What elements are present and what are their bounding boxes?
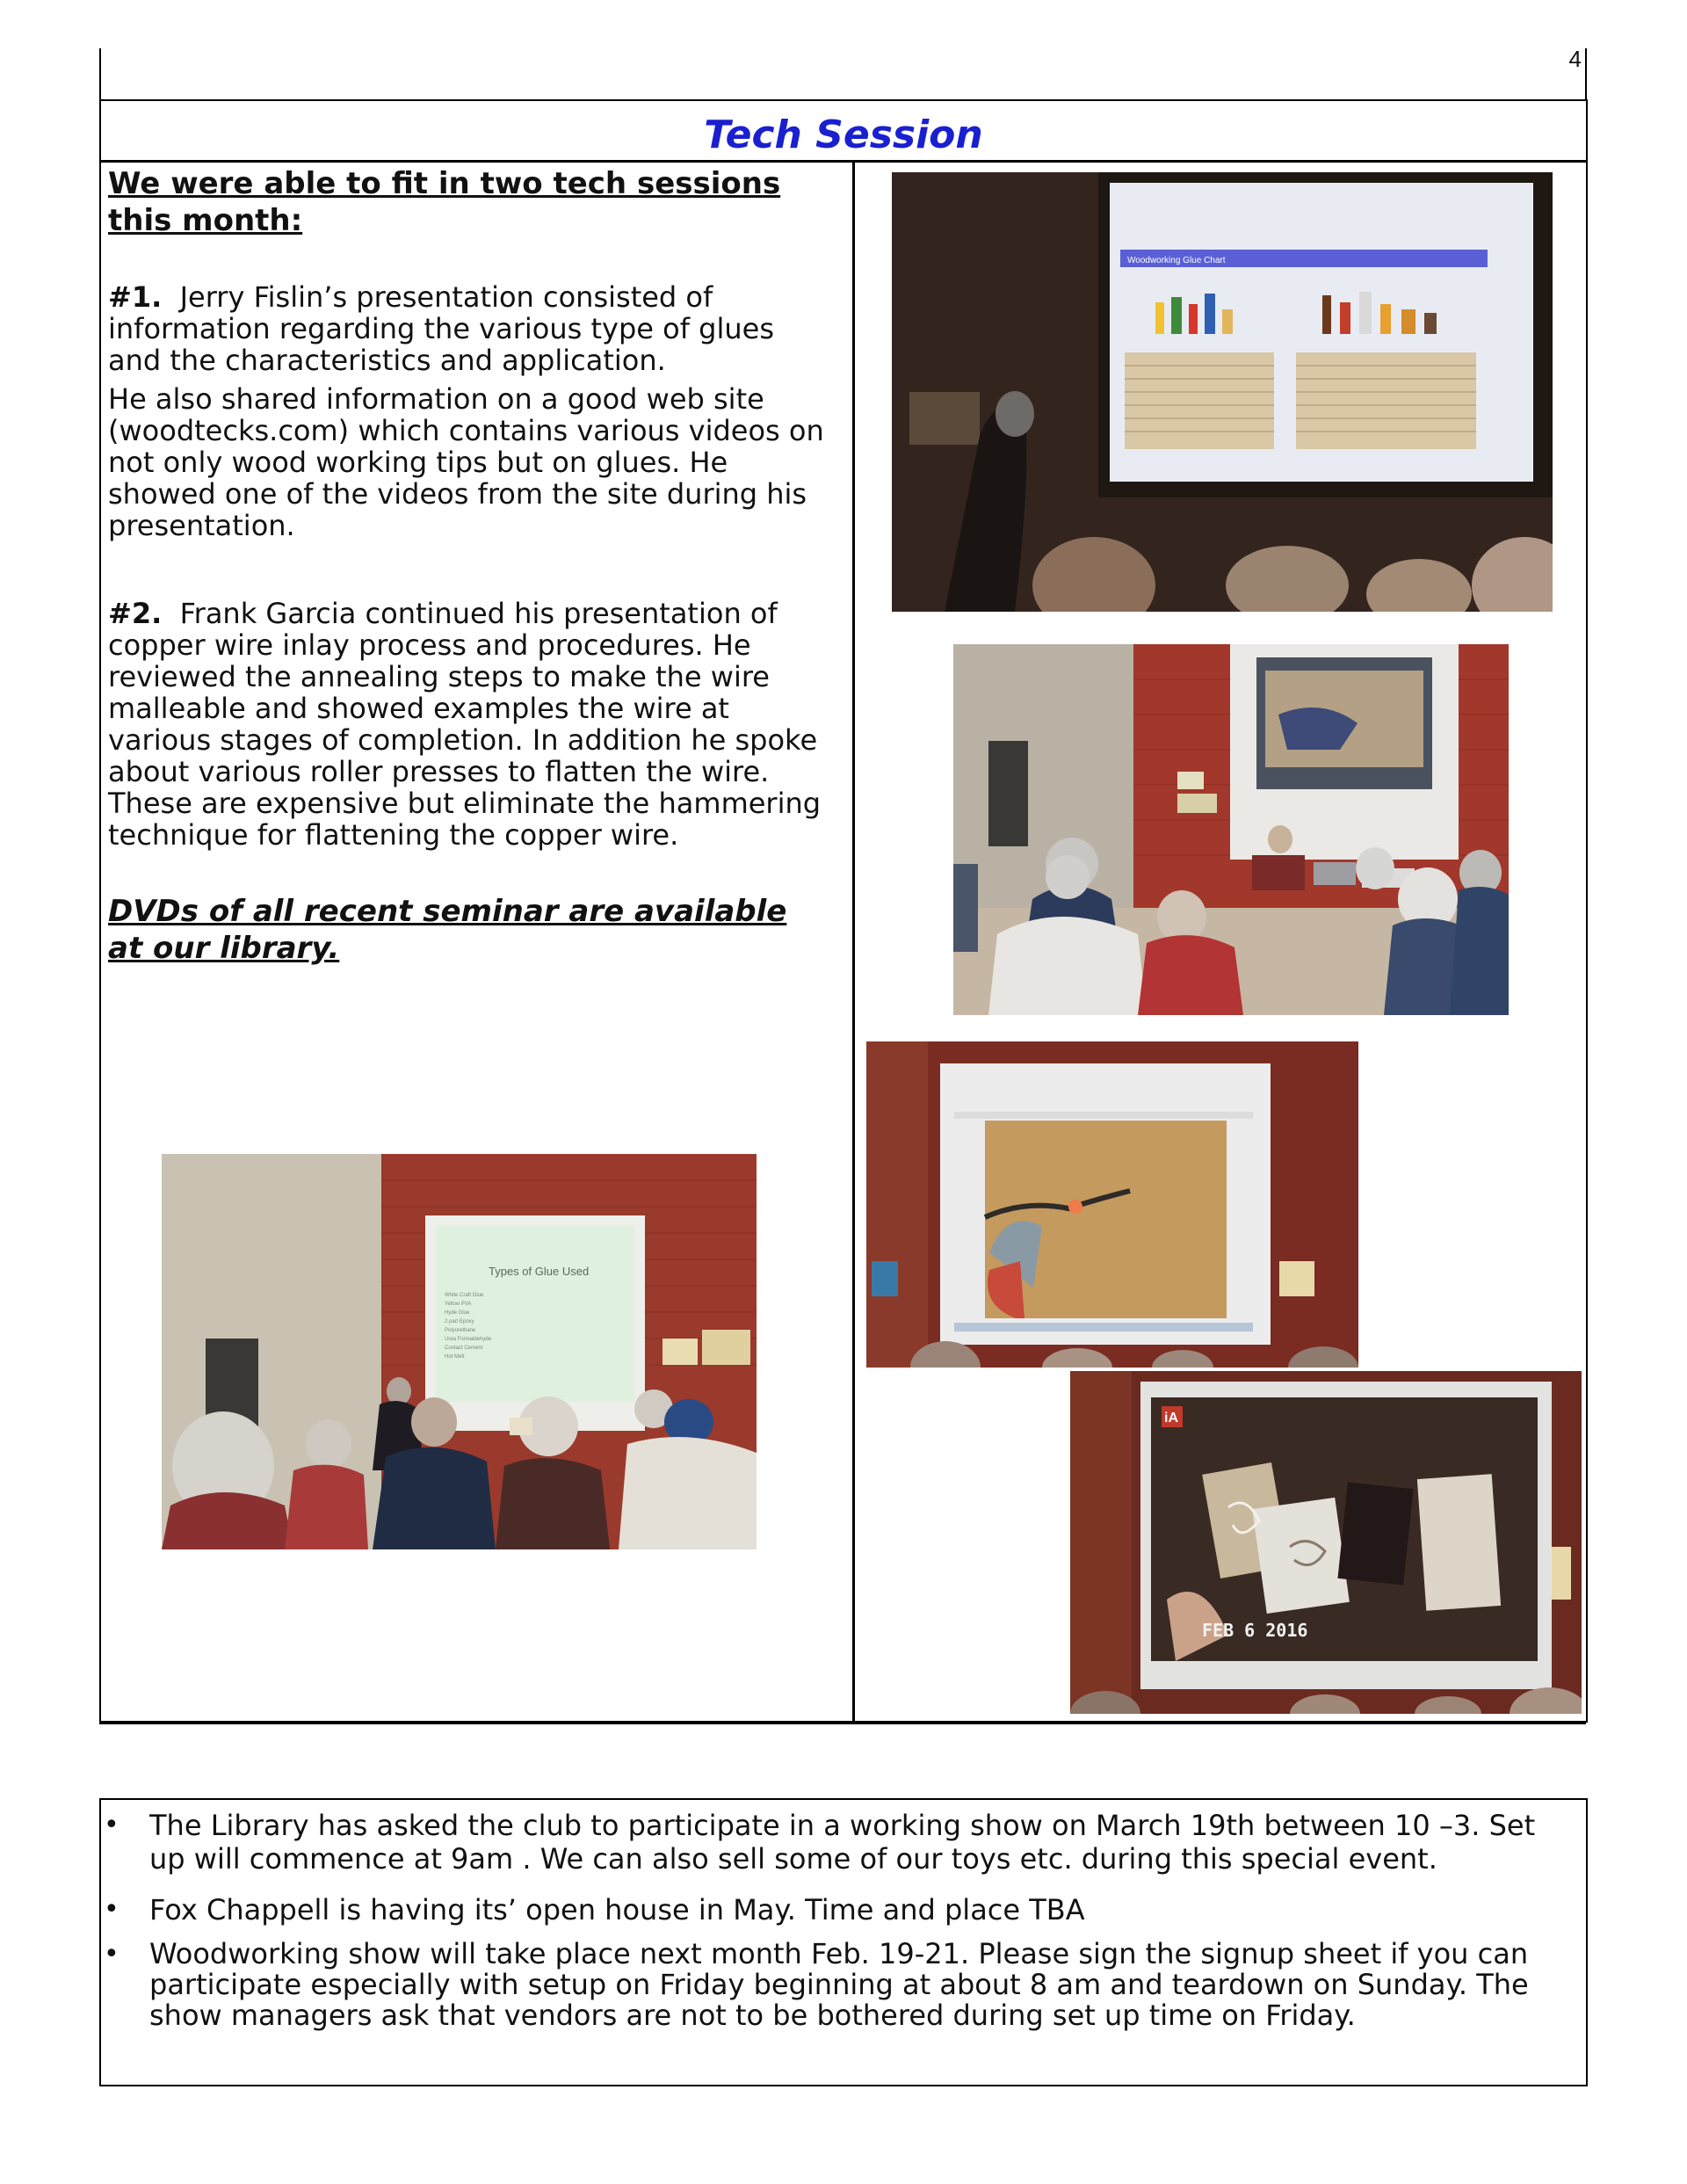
- session-1-paragraph: [108, 281, 829, 376]
- session-1-text: Jerry Fislin’s presentation consisted of information regarding the various type of glues and the characteristics and application.: [108, 280, 774, 377]
- glue-list-item: 2 part Epoxy: [445, 1319, 474, 1324]
- intro-heading: We were able to fit in two tech sessions this month:: [108, 166, 781, 238]
- glue-list-item: Polyurethane: [445, 1328, 476, 1333]
- announcement-text: Fox Chappell is having its’ open house in May. Time and place TBA: [149, 1893, 1085, 1926]
- bullet-icon: •: [104, 1939, 119, 1970]
- bullet-icon: •: [104, 1810, 119, 1840]
- dvd-note: DVDs of all recent seminar are available at our library.: [108, 894, 787, 966]
- frame-left-top: [99, 48, 101, 101]
- photo-copper-wire-presentation-room: [953, 644, 1509, 1015]
- glue-list-item: Contact Cement: [445, 1346, 483, 1351]
- announcement-item: [104, 1937, 1555, 2032]
- session-1-number: #1.: [108, 280, 163, 314]
- announcement-item: [104, 1893, 1555, 1926]
- session-2-text: Frank Garcia continued his presentation of copper wire inlay process and procedures. He reviewed the annealing steps to make the wire malleable and showed examples the wire at various stages of completion. In addition he spoke about various roller presses to flatten the wire. These are expensive but eliminate the hammering technique for flattening the copper wire.: [108, 597, 822, 852]
- column-divider: [852, 160, 855, 1723]
- frame-right-top: [1585, 48, 1587, 101]
- camera-mode-label: iA: [1164, 1411, 1178, 1426]
- photo-types-of-glue-presentation: [162, 1154, 757, 1549]
- photo-copper-wire-annealing-screen: [866, 1041, 1358, 1368]
- announcement-item: [104, 1809, 1555, 1876]
- session-2-number: #2.: [108, 597, 163, 630]
- glue-list-slide-title: Types of Glue Used: [489, 1265, 590, 1278]
- page-number: 4: [1568, 46, 1582, 72]
- glue-list-item: White Craft Glue: [445, 1293, 484, 1298]
- glue-list-item: Yellow PVA: [445, 1302, 472, 1307]
- photo-glue-chart-presentation: [892, 172, 1553, 612]
- glue-list-item: Hot Melt: [445, 1354, 465, 1360]
- announcement-text: Woodworking show will take place next month Feb. 19-21. Please sign the signup sheet if you can participate especially with setup on Friday beginning at about 8 am and teardown on Sunday. The show managers ask that vendors are not to be bothered during set up time on Friday.: [149, 1937, 1529, 2032]
- session-2-paragraph: [108, 598, 829, 851]
- glue-chart-slide-title: Woodworking Glue Chart: [1127, 256, 1226, 265]
- announcement-text: The Library has asked the club to participate in a working show on March 19th between 10 –3. Set up will commence at 9am . We can also sell some of our toys etc. during this special event.: [149, 1809, 1536, 1876]
- glue-list-item: Urea Formaldehyde: [445, 1337, 492, 1342]
- glue-list-item: Hyde Glue: [445, 1310, 470, 1316]
- session-1-paragraph-2: He also shared information on a good web site (woodtecks.com) which contains various videos on not only wood working tips but on glues. He showed one of the videos from the site during his presentation.: [108, 382, 824, 542]
- page-title: Tech Session: [704, 112, 983, 157]
- content-bottom-line: [99, 1723, 1586, 1724]
- camera-date-stamp: FEB 6 2016: [1202, 1620, 1308, 1641]
- session-text: [108, 165, 829, 967]
- photo-camera-inlay-samples-screen: [1070, 1371, 1582, 1714]
- bullet-icon: •: [104, 1894, 119, 1925]
- title-underline: [99, 160, 1586, 163]
